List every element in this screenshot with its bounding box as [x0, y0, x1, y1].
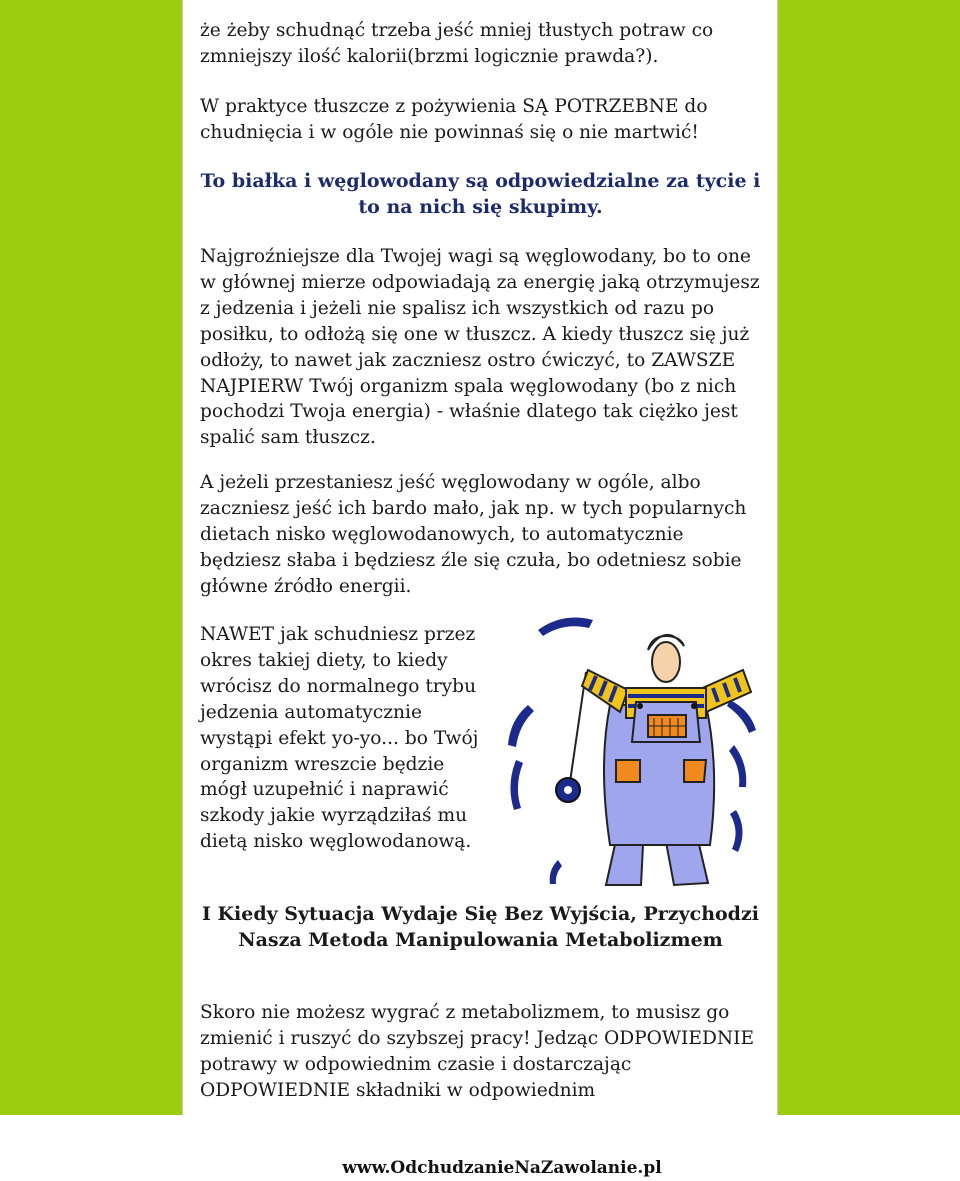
heading-metabolism-method: I Kiedy Sytuacja Wydaje Się Bez Wyjścia, Przychodzi Nasza Metoda Manipulowania Metabolizmem	[202, 903, 759, 951]
footer-url[interactable]: www.OdchudzanieNaZawolanie.pl	[342, 1158, 662, 1178]
paragraph-fat-calories: że żeby schudnąć trzeba jeść mniej tłustych potraw co zmniejszy ilość kalorii(brzmi logicznie prawda?).	[200, 20, 714, 67]
paragraph-carbs-danger: Najgroźniejsze dla Twojej wagi są węglowodany, bo to one w głównej mierze odpowiadają za energię jaką otrzymujesz z jedzenia i jeżeli nie spalisz ich wszystkich od razu po posiłku, to odłożą się one w tłuszcz. A kiedy tłuszcz się już odłoży, to nawet jak zaczniesz ostro ćwiczyć, to ZAWSZE NAJPIERW Twój organizm spala węglowodany (bo z nich pochodzi Twoja energia) - właśnie dlatego tak ciężko jest spalić sam tłuszcz.	[200, 246, 760, 449]
paragraph-change-metabolism: Skoro nie możesz wygrać z metabolizmem, to musisz go zmienić i ruszyć do szybszej pracy! Jedząc ODPOWIEDNIE potrawy w odpowiednim czasie i dostarczając ODPOWIEDNIE składniki w odpowiednim	[200, 1002, 755, 1101]
right-green-margin	[778, 0, 960, 1115]
paragraph-fats-needed: W praktyce tłuszcze z pożywienia SĄ POTRZEBNE do chudnięcia i w ogóle nie powinnaś się o nie martwić!	[200, 96, 708, 143]
paragraph-yoyo-effect: NAWET jak schudniesz przez okres takiej diety, to kiedy wrócisz do normalnego trybu jedzenia automatycznie wystąpi efekt yo-yo... bo Twój organizm wreszcie będzie mógł uzupełnić i naprawić szkody jakie wyrządziłaś mu dietą nisko węglowodanową.	[200, 624, 479, 853]
left-green-margin	[0, 0, 182, 1115]
document-page	[182, 0, 778, 1115]
yoyo-man-illustration	[498, 610, 768, 895]
heading-proteins-carbs: To białka i węglowodany są odpowiedzialne za tycie i to na nich się skupimy.	[200, 170, 761, 218]
paragraph-low-carb-diet: A jeżeli przestaniesz jeść węglowodany w ogóle, albo zaczniesz jeść ich bardo mało, jak np. w tych popularnych dietach nisko węglowodanowych, to automatycznie będziesz słaba i będziesz źle się czuła, bo odetniesz sobie główne źródło energii.	[200, 472, 747, 597]
